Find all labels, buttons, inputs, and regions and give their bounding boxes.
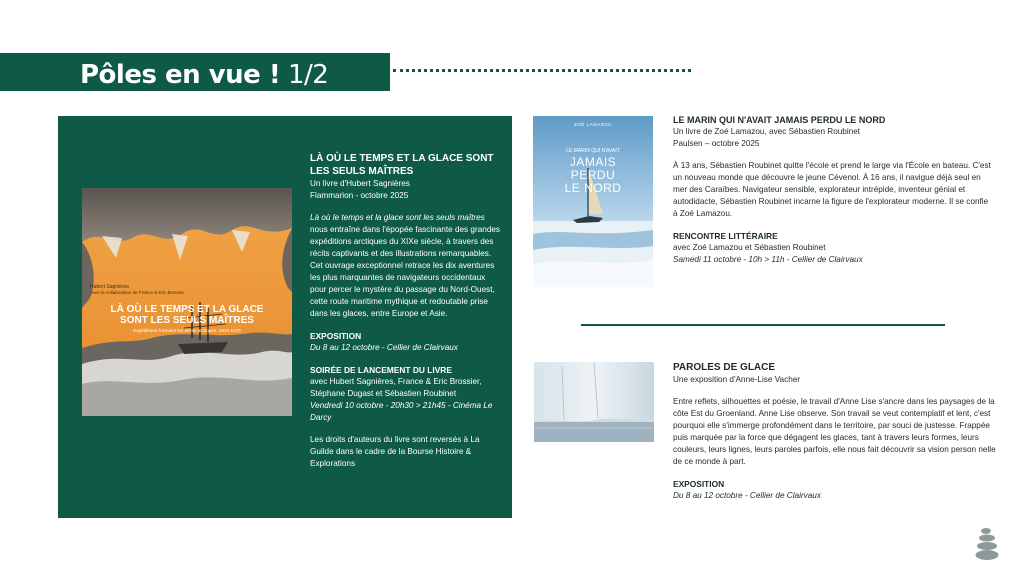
ice-photo-illustration	[534, 362, 654, 442]
stacked-stones-logo-icon	[975, 527, 999, 563]
paroles-expo-label: EXPOSITION	[673, 479, 725, 489]
cover-author-block	[90, 284, 284, 296]
marin-cover-authors: ZOÉ LAMAZOU	[574, 122, 612, 127]
exposition-date: Du 8 au 12 octobre - Cellier de Clairvaux	[310, 343, 458, 352]
featured-book-desc-body: nous entraîne dans l'épopée fascinante des grandes expéditions arctiques du XIXe siècle, à travers des récits captivants et des illustrations remarquables. Cet ouvrage exceptionnel retrace les dix aventures les plus marquantes de navigateurs occidentaux pour percer le mystère du passage du Nord-Ouest, cette route maritime mythique et redoutable prise dans les glaces, entre Europe et Asie.	[310, 225, 501, 318]
featured-book-text	[310, 152, 502, 470]
featured-book-publisher: Flammarion - octobre 2025	[310, 191, 409, 200]
marin-cover-title	[533, 156, 653, 195]
page-title-main: Pôles en vue !	[80, 60, 281, 90]
ice-photo	[534, 362, 654, 442]
marin-cover-title-top: LE MARIN QUI N'AVAIT	[566, 148, 620, 154]
paroles-heading: PAROLES DE GLACE	[673, 362, 776, 373]
launch-label: SOIRÉE DE LANCEMENT DU LIVRE	[310, 365, 452, 375]
marin-cover-title-2: PERDU	[570, 168, 616, 182]
book-cover-glace	[82, 188, 292, 416]
featured-book-panel	[58, 116, 512, 518]
launch-guests: avec Hubert Sagnières, France & Eric Brossier, Stéphane Dugast et Sébastien Roubinet	[310, 377, 482, 398]
launch-date: Vendredi 10 octobre - 20h30 > 21h45 - Cinéma Le Darcy	[310, 401, 493, 422]
marin-book-description: À 13 ans, Sébastien Roubinet quitte l'école et prend le large via l'École en bateau. C'est un nouveau monde que découvre le jeune Cévenol. À 16 ans, il navigue déjà seul en mer des Caraïbes. Navigateur sensible, explorateur intrépide, inventeur génial et autodidacte, Sébastien Roubinet incarne la figure de l'explorateur moderne. Il se confie à Zoé Lamazou.	[673, 161, 991, 218]
marin-cover-illustration	[533, 116, 653, 287]
marin-book-publisher: Paulsen – octobre 2025	[673, 139, 760, 148]
meeting-label: RENCONTRE LITTÉRAIRE	[673, 231, 778, 241]
cover-author: Hubert Sagnières	[90, 284, 129, 290]
featured-book-heading: LÀ OÙ LE TEMPS ET LA GLACE SONT LES SEULS MAÎTRES	[310, 153, 494, 177]
marin-book-text	[673, 114, 993, 266]
paroles-description: Entre reflets, silhouettes et poésie, le travail d'Anne Lise s'ancre dans les paysages de la côte Est du Groenland. Anne Lise observe. Son travail se veut contemplatif et lent, c'est pourquoi elle s'immerge profondément dans le territoire, par souci de justesse. Frappée puis marquée par la force que dégagent les glaces, tant à travers leurs formes, leurs couleurs, leurs lignes, leurs paroles parfois, elle nous fait découvrir sa vision person nelle de ce monde à part.	[673, 397, 996, 466]
cover-title: LÀ OÙ LE TEMPS ET LA GLACE SONT LES SEULS MAÎTRES	[110, 304, 264, 326]
featured-book-byline: Un livre d'Hubert Sagnières	[310, 179, 410, 188]
page-title	[80, 60, 328, 90]
exposition-label: EXPOSITION	[310, 331, 362, 341]
marin-book-byline: Un livre de Zoé Lamazou, avec Sébastien Roubinet	[673, 127, 861, 136]
meeting-date: Samedi 11 octobre - 10h > 11h - Cellier de Clairvaux	[673, 255, 863, 264]
page-number: 1/2	[287, 60, 329, 90]
meeting-guests: avec Zoé Lamazou et Sébastien Roubinet	[673, 243, 826, 252]
marin-book-heading: LE MARIN QUI N'AVAIT JAMAIS PERDU LE NORD	[673, 115, 886, 125]
rights-note: Les droits d'auteurs du livre sont reversés à La Guilde dans le cadre de la Bourse Histoire & Explorations	[310, 435, 480, 468]
marin-cover-title-3: LE NORD	[564, 181, 622, 195]
paroles-text	[673, 362, 998, 502]
marin-cover-title-1: JAMAIS	[569, 155, 617, 169]
section-separator	[581, 324, 945, 326]
paroles-byline: Une exposition d'Anne-Lise Vacher	[673, 375, 801, 384]
book-cover-illustration	[82, 188, 292, 416]
cover-subtitle: Expéditions à travers les terres arctiques, 1818-1878	[133, 328, 241, 333]
book-cover-marin	[533, 116, 653, 287]
featured-book-desc-title: Là où le temps et la glace sont les seuls maîtres	[310, 213, 485, 222]
dotted-divider	[393, 69, 691, 72]
cover-collab: Avec la collaboration de France & Eric Brossier	[90, 290, 184, 295]
featured-book-description	[310, 212, 502, 320]
paroles-expo-date: Du 8 au 12 octobre - Cellier de Clairvaux	[673, 491, 821, 500]
